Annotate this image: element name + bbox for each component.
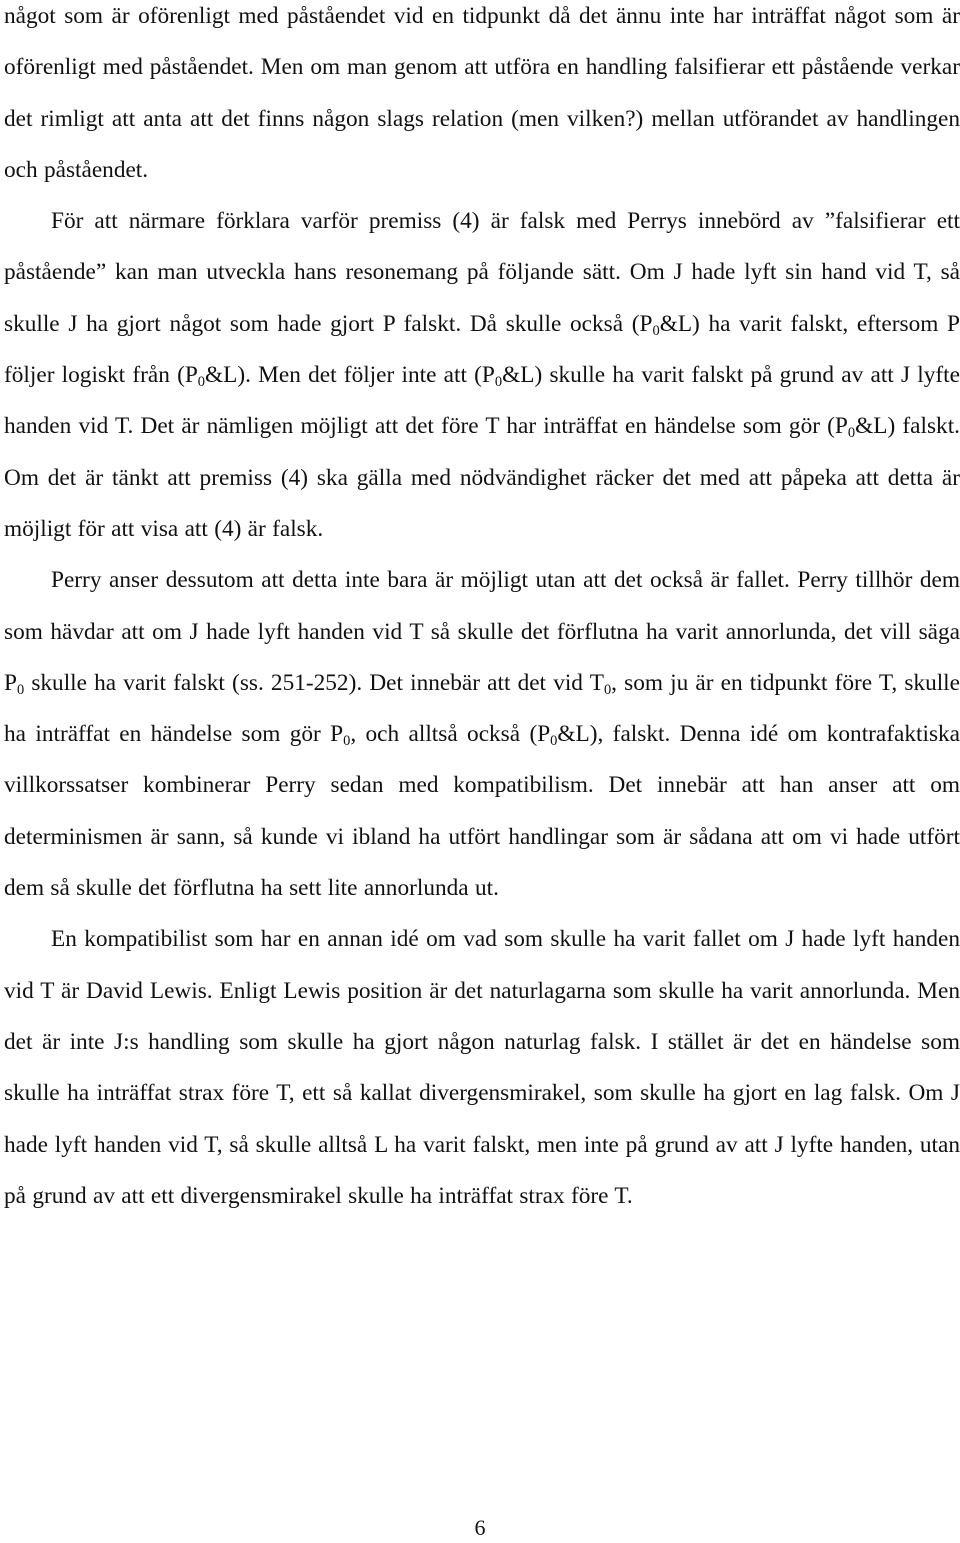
text-run: För att närmare förklara varför premiss (4) är falsk med Perrys innebörd av ”falsifierar ett påstående” kan man utveckla hans resonemang på följande sätt. Om J hade lyft sin hand vid T, så skulle J ha gjort något som hade gjort P falskt. Då skulle också (P [4, 208, 960, 337]
subscript-zero: 0 [197, 374, 206, 391]
subscript-zero: 0 [847, 425, 856, 442]
text-run: &L) ha varit falskt, eftersom P följer logiskt från (P [4, 310, 960, 389]
paragraph-2 [4, 196, 960, 555]
text-run: &L) skulle ha varit falskt på grund av att J lyfte handen vid T. Det är nämligen möjligt att det före T har inträffat en händelse som gör (P [4, 362, 960, 440]
text-run: &L) falskt. Om det är tänkt att premiss (4) ska gälla med nödvändighet räcker det med att påpeka att detta är möjligt för att visa att (4) är falsk. [4, 413, 960, 542]
paragraph-1 [4, 0, 960, 196]
subscript-zero: 0 [652, 322, 660, 339]
text-run: En kompatibilist som har en annan idé om vad som skulle ha varit fallet om J hade lyft handen vid T är David Lewis. Enligt Lewis position är det naturlagarna som skulle ha varit annorlunda. Men det är inte J:s handling som skulle ha gjort någon naturlag falsk. I stället är det en händelse som skulle ha inträffat strax före T, ett så kallat divergensmirakel, som skulle ha gjort en lag falsk. Om J hade lyft handen vid T, så skulle alltså L ha varit falskt, men inte på grund av att J lyfte handen, utan på grund av att ett divergensmirakel skulle ha inträffat strax före T. [4, 926, 960, 1209]
text-run: Perry anser dessutom att detta inte bara är möjligt utan att det också är fallet. Perry tillhör dem som hävdar att om J hade lyft handen vid T så skulle det förflutna ha varit annorlunda, det vill säga P [4, 567, 960, 696]
body-text [4, 0, 960, 1222]
paragraph-3 [4, 555, 960, 914]
subscript-zero: 0 [550, 733, 558, 750]
text-run: , som ju är en tidpunkt före T, skulle ha inträffat en händelse som gör P [4, 669, 960, 748]
text-run: skulle ha varit falskt (ss. 251-252). Det innebär att det vid T [24, 669, 604, 696]
paragraph-4 [4, 914, 960, 1222]
subscript-zero: 0 [494, 374, 503, 391]
text-run: , och alltså också (P [350, 721, 551, 748]
text-run: &L), falskt. Denna idé om kontrafaktiska villkorssatser kombinerar Perry sedan med kompatibilism. Det innebär att han anser att om determinismen är sann, så kunde vi ibland ha utfört handlingar som är sådana att om vi hade utfört dem så skulle det förflutna ha sett lite annorlunda ut. [4, 721, 960, 902]
subscript-zero: 0 [603, 681, 612, 698]
text-run: något som är oförenligt med påståendet vid en tidpunkt då det ännu inte har inträffat något som är oförenligt med påståendet. Men om man genom att utföra en handling falsifierar ett påstående verkar det rimligt att anta att det finns någon slags relation (men vilken?) mellan utförandet av handlingen och påståendet. [4, 3, 960, 183]
subscript-zero: 0 [343, 733, 351, 750]
subscript-zero: 0 [16, 681, 25, 698]
text-run: &L). Men det följer inte att (P [205, 362, 495, 389]
page-number: 6 [474, 1515, 486, 1540]
